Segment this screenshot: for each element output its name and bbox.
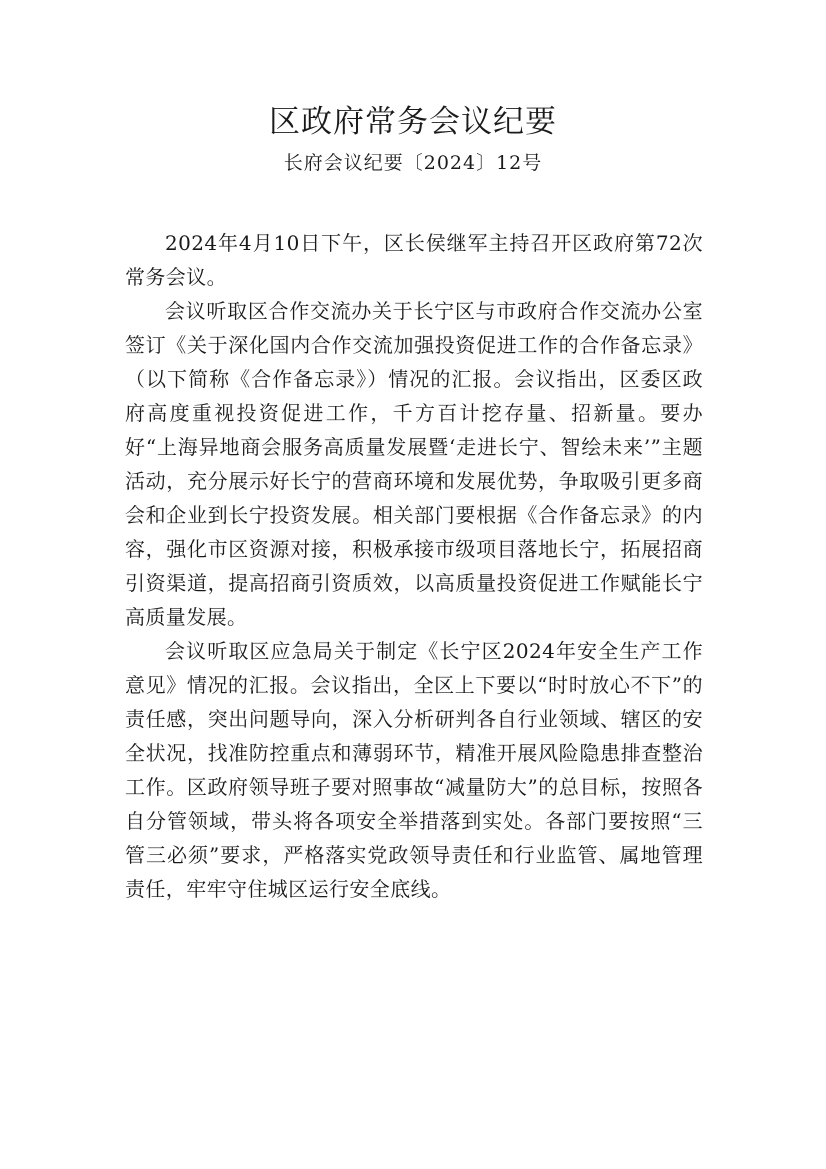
paragraph-meeting-intro: 2024年4月10日下午，区长侯继军主持召开区政府第72次常务会议。 (125, 231, 703, 289)
paragraph-cooperation-report: 会议听取区合作交流办关于长宁区与市政府合作交流办公室签订《关于深化国内合作交流加强投资促进工作的合作备忘录》（以下简称《合作备忘录》）情况的汇报。会议指出，区委区政府高度重视投资促进工作，千方百计挖存量、招新量。要办好“上海异地商会服务高质量发展暨‘走进长宁、智绘未来’”主题活动，充分展示好长宁的营商环境和发展优势，争取吸引更多商会和企业到长宁投资发展。相关部门要根据《合作备忘录》的内容，强化市区资源对接，积极承接市级项目落地长宁，拓展招商引资渠道，提高招商引资质效，以高质量投资促进工作赋能长宁高质量发展。 (125, 299, 703, 629)
paragraph-safety-report: 会议听取区应急局关于制定《长宁区2024年安全生产工作意见》情况的汇报。会议指出，全区上下要以“时时放心不下”的责任感，突出问题导向，深入分析研判各自行业领域、辖区的安全状况，找准防控重点和薄弱环节，精准开展风险隐患排查整治工作。区政府领导班子要对照事故“减量防大”的总目标，按照各自分管领域，带头将各项安全举措落到实处。各部门要按照“三管三必须”要求，严格落实党政领导责任和行业监管、属地管理责任，牢牢守住城区运行安全底线。 (125, 639, 703, 901)
document-number: 长府会议纪要〔2024〕12号 (283, 152, 543, 174)
document-title: 区政府常务会议纪要 (269, 104, 557, 140)
document-body (125, 226, 703, 906)
